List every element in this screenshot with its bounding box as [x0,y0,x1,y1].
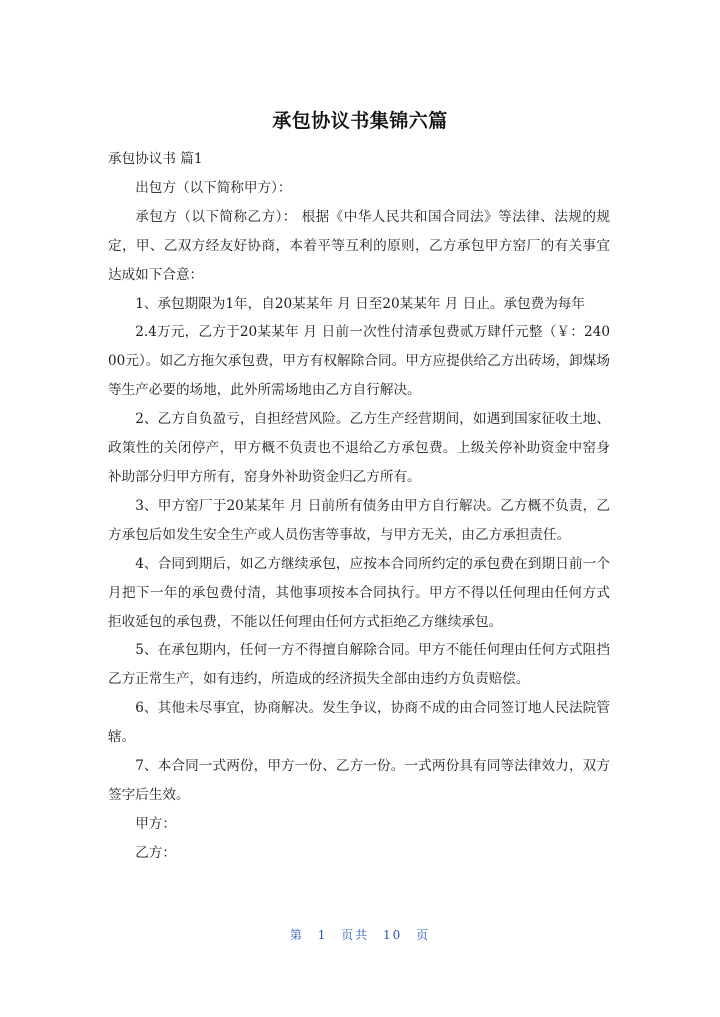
paragraph-lessor: 出包方（以下简称甲方）： [135,179,292,196]
footer-suffix: 页 [416,928,431,942]
paragraph-clause-5: 5、在承包期内，任何一方不得擅自解除合同。甲方不能任何理由任何方式阻挡乙方正常生产，如有违约，所造成的经济损失全部由违约方负责赔偿。 [108,642,610,688]
paragraph-clause-6: 6、其他未尽事宜，协商解决。发生争议，协商不成的由合同签订地人民法院管辖。 [108,700,610,746]
footer-page-number: 1 [317,928,328,942]
footer-middle: 页共 [341,928,370,942]
footer-total-pages: 10 [383,928,403,942]
document-title: 承包协议书集锦六篇 [272,110,448,132]
signature-party-b: 乙方： [135,844,176,861]
paragraph-clause-1: 1、承包期限为1年，自20某某年 月 日至20某某年 月 日止。承包费为每年 [135,295,585,312]
footer-prefix: 第 [289,928,304,942]
signature-party-a: 甲方： [135,815,176,832]
page-footer [0,926,720,943]
paragraph-lessee-intro: 承包方（以下简称乙方）： 根据《中华人民共和国合同法》等法律、法规的规定，甲、乙双方经友好协商，本着平等互利的原则，乙方承包甲方窑厂的有关事宜达成如下合意： [108,208,610,283]
paragraph-clause-7: 7、本合同一式两份，甲方一份、乙方一份。一式两份具有同等法律效力，双方签字后生效。 [108,758,610,803]
section-heading: 承包协议书 篇1 [108,151,203,167]
paragraph-clause-4: 4、合同到期后，如乙方继续承包，应按本合同所约定的承包费在到期日前一个月把下一年的承包费付清，其他事项按本合同执行。甲方不得以任何理由任何方式拒收延包的承包费，不能以任何理由任何方式拒绝乙方继续承包。 [108,555,610,630]
paragraph-clause-1-cont: 2.4万元，乙方于20某某年 月 日前一次性付清承包费贰万肆仟元整（￥：24000元）。如乙方拖欠承包费，甲方有权解除合同。甲方应提供给乙方出砖场，卸煤场等生产必要的场地，此外所需场地由乙方自行解决。 [108,324,610,399]
paragraph-clause-2: 2、乙方自负盈亏，自担经营风险。乙方生产经营期间，如遇到国家征收土地、政策性的关闭停产，甲方概不负责也不退给乙方承包费。上级关停补助资金中窑身补助部分归甲方所有，窑身外补助资金归乙方所有。 [108,411,610,485]
paragraph-clause-3: 3、甲方窑厂于20某某年 月 日前所有债务由甲方自行解决。乙方概不负责，乙方承包后如发生安全生产或人员伤害等事故，与甲方无关，由乙方承担责任。 [108,497,610,543]
document-body [108,145,610,868]
